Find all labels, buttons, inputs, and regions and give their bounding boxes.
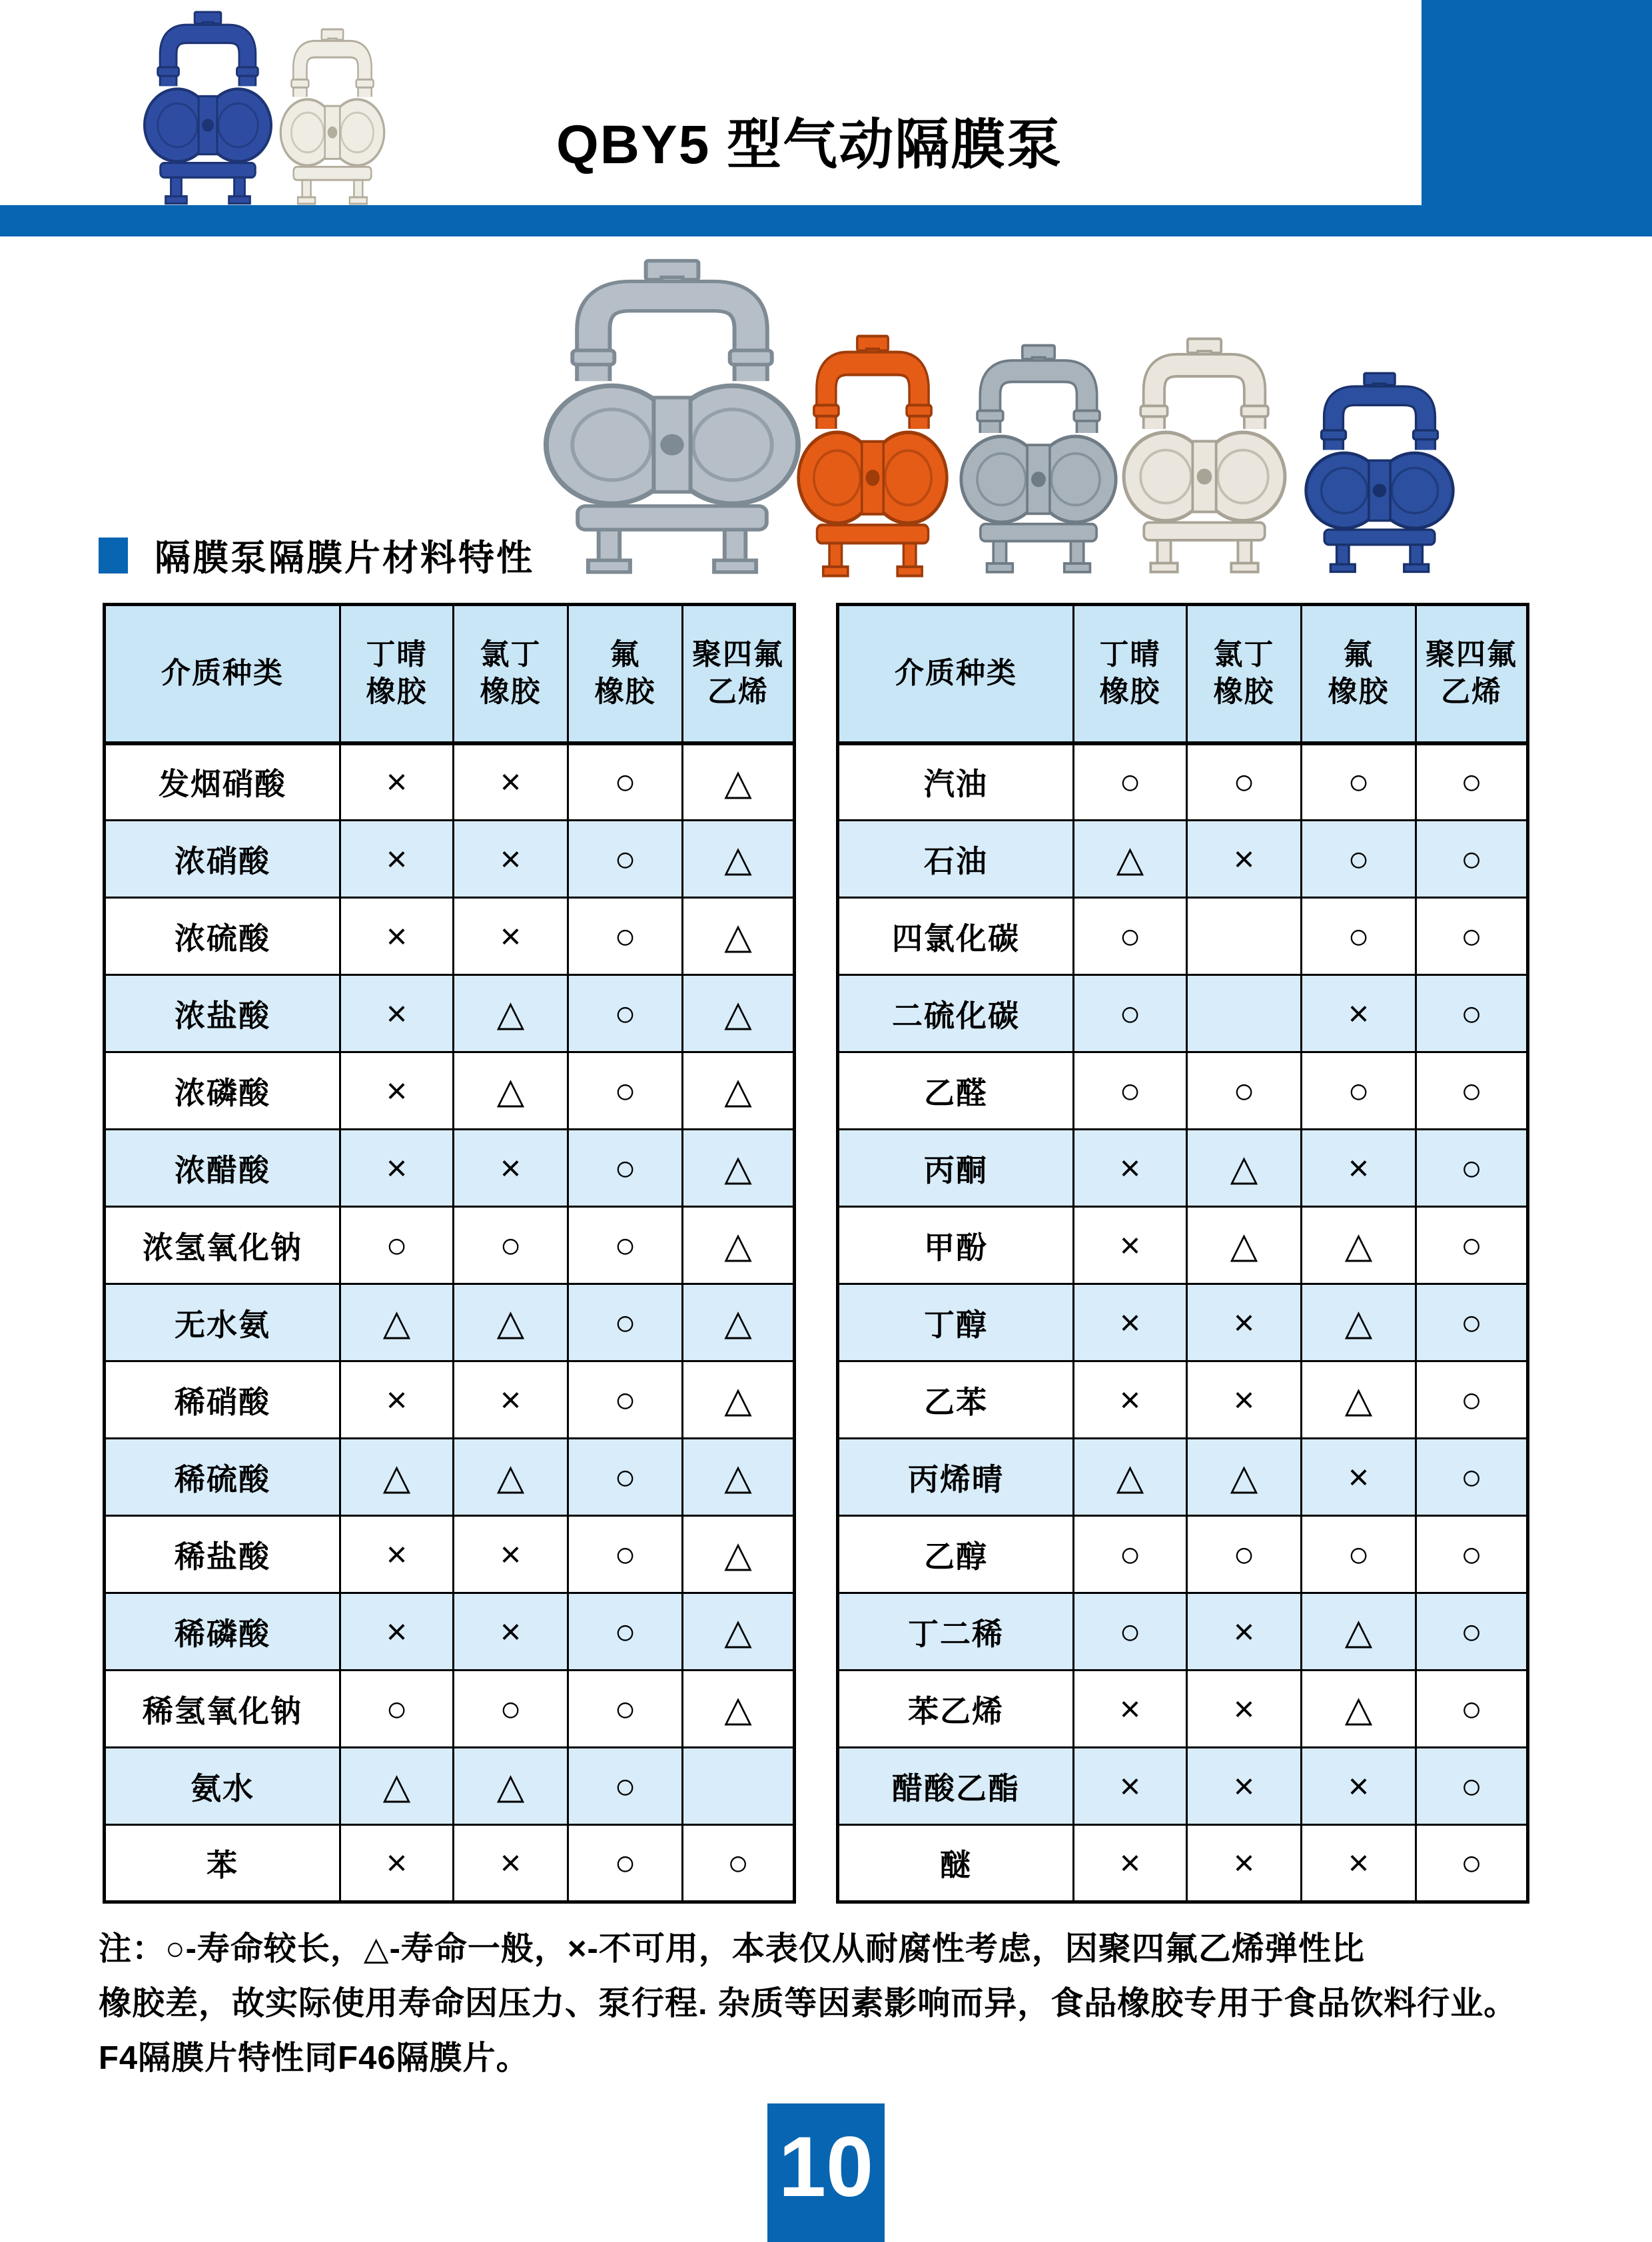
media-name: 浓醋酸 — [105, 1130, 340, 1207]
media-name: 醚 — [838, 1825, 1074, 1902]
compat-symbol: △ — [1074, 1439, 1187, 1516]
media-name: 丙烯晴 — [838, 1439, 1074, 1516]
compat-symbol: △ — [1187, 1439, 1302, 1516]
product-pump-white-image — [1120, 337, 1288, 575]
logo-pump-blue-icon — [142, 11, 274, 206]
compat-symbol: ○ — [1302, 1052, 1416, 1130]
compat-symbol: ○ — [1416, 1361, 1528, 1439]
compat-symbol: △ — [1187, 1130, 1302, 1207]
compat-symbol: ○ — [1074, 743, 1187, 821]
media-name: 稀盐酸 — [105, 1516, 340, 1593]
compat-symbol: △ — [454, 1439, 568, 1516]
table-row — [105, 1593, 795, 1671]
column-header-material: 丁晴 橡胶 — [1074, 605, 1187, 743]
compat-symbol: △ — [683, 743, 795, 821]
table-row — [838, 1130, 1528, 1207]
compat-symbol: × — [1302, 975, 1416, 1052]
compat-symbol: ○ — [568, 1130, 683, 1207]
compat-symbol: ○ — [454, 1207, 568, 1284]
section-heading — [99, 530, 534, 581]
compat-symbol: × — [454, 1361, 568, 1439]
media-name: 石油 — [838, 821, 1074, 898]
compat-symbol: ○ — [1416, 1593, 1528, 1671]
table-row — [105, 1207, 795, 1284]
compat-symbol: △ — [340, 1284, 454, 1361]
compat-symbol: × — [340, 1516, 454, 1593]
compat-symbol: △ — [683, 1593, 795, 1671]
compat-symbol: ○ — [1416, 975, 1528, 1052]
table-row — [105, 1671, 795, 1748]
compat-symbol: ○ — [1416, 743, 1528, 821]
compat-symbol: △ — [1074, 821, 1187, 898]
compat-symbol: × — [1074, 1284, 1187, 1361]
compat-symbol: × — [1187, 1748, 1302, 1825]
compat-symbol: △ — [683, 1284, 795, 1361]
compat-symbol: ○ — [568, 1052, 683, 1130]
compat-symbol: ○ — [1302, 898, 1416, 975]
compat-symbol: ○ — [454, 1671, 568, 1748]
media-name: 浓硫酸 — [105, 898, 340, 975]
compat-symbol: ○ — [1416, 1284, 1528, 1361]
compat-symbol: × — [1074, 1207, 1187, 1284]
media-name: 氨水 — [105, 1748, 340, 1825]
product-pump-orange-image — [795, 334, 950, 579]
header-accent-band — [0, 205, 1652, 236]
compat-symbol: ○ — [1416, 1671, 1528, 1748]
logo-pump-white-icon — [278, 28, 386, 206]
compat-symbol: ○ — [1416, 1130, 1528, 1207]
compat-symbol: ○ — [1187, 1516, 1302, 1593]
column-header-media-type: 介质种类 — [838, 605, 1074, 743]
table-header-row — [838, 605, 1528, 743]
compat-symbol: × — [1074, 1825, 1187, 1902]
product-pump-steel-image — [958, 344, 1119, 575]
column-header-material: 氟 橡胶 — [1302, 605, 1416, 743]
media-name: 四氯化碳 — [838, 898, 1074, 975]
page-number: 10 — [778, 2119, 874, 2215]
compat-symbol: × — [340, 1361, 454, 1439]
compat-symbol: ○ — [1416, 1516, 1528, 1593]
compat-symbol: ○ — [1302, 821, 1416, 898]
media-name: 丁二稀 — [838, 1593, 1074, 1671]
compat-symbol: △ — [683, 1439, 795, 1516]
compat-symbol: △ — [340, 1748, 454, 1825]
compat-symbol: × — [340, 1825, 454, 1902]
compat-symbol: ○ — [568, 1361, 683, 1439]
footnote — [99, 1930, 1577, 2094]
media-name: 浓氢氧化钠 — [105, 1207, 340, 1284]
compat-symbol: ○ — [683, 1825, 795, 1902]
compat-symbol: ○ — [1416, 898, 1528, 975]
compat-symbol: × — [1302, 1439, 1416, 1516]
compat-symbol: △ — [683, 1361, 795, 1439]
compat-symbol: × — [340, 975, 454, 1052]
compat-symbol: ○ — [1416, 1207, 1528, 1284]
compat-symbol: ○ — [568, 1284, 683, 1361]
media-name: 稀磷酸 — [105, 1593, 340, 1671]
compat-symbol — [683, 1748, 795, 1825]
table-row — [105, 1361, 795, 1439]
table-row — [838, 1748, 1528, 1825]
compat-symbol — [1187, 898, 1302, 975]
column-header-material: 丁晴 橡胶 — [340, 605, 454, 743]
compat-symbol: × — [340, 1052, 454, 1130]
compat-symbol: × — [1074, 1130, 1187, 1207]
compat-symbol: ○ — [568, 1207, 683, 1284]
compat-symbol: △ — [683, 975, 795, 1052]
compat-symbol: ○ — [340, 1207, 454, 1284]
table-row — [105, 898, 795, 975]
table-row — [838, 1825, 1528, 1902]
media-name: 醋酸乙酯 — [838, 1748, 1074, 1825]
table-row — [838, 743, 1528, 821]
compat-symbol: × — [340, 1130, 454, 1207]
compat-symbol: × — [340, 821, 454, 898]
compat-symbol: ○ — [1416, 1439, 1528, 1516]
table-header-row — [105, 605, 795, 743]
compat-symbol: × — [1074, 1748, 1187, 1825]
table-row — [838, 898, 1528, 975]
media-name: 乙醛 — [838, 1052, 1074, 1130]
compat-symbol: △ — [340, 1439, 454, 1516]
compat-symbol: △ — [683, 1207, 795, 1284]
compat-symbol: ○ — [1187, 743, 1302, 821]
page-number-box — [767, 2103, 885, 2242]
compat-symbol: × — [340, 743, 454, 821]
product-pump-blue-image — [1303, 372, 1456, 575]
table-row — [838, 1439, 1528, 1516]
compat-symbol — [1187, 975, 1302, 1052]
compat-symbol: △ — [683, 898, 795, 975]
column-header-material: 聚四氟 乙烯 — [1416, 605, 1528, 743]
column-header-material: 聚四氟 乙烯 — [683, 605, 795, 743]
table-row — [838, 1361, 1528, 1439]
material-table-left — [103, 603, 796, 1904]
compat-symbol: ○ — [1302, 743, 1416, 821]
product-pump-aluminum-image — [541, 258, 803, 577]
compat-symbol: △ — [683, 1516, 795, 1593]
compat-symbol: △ — [683, 821, 795, 898]
table-row — [838, 1207, 1528, 1284]
compat-symbol: △ — [683, 1671, 795, 1748]
media-name: 发烟硝酸 — [105, 743, 340, 821]
table-row — [105, 743, 795, 821]
compat-symbol: ○ — [1416, 1052, 1528, 1130]
footnote-line: 橡胶差，故实际使用寿命因压力、泵行程. 杂质等因素影响而异，食品橡胶专用于食品饮料行业。 — [99, 1986, 1517, 2022]
column-header-material: 氟 橡胶 — [568, 605, 683, 743]
media-name: 甲酚 — [838, 1207, 1074, 1284]
media-name: 丁醇 — [838, 1284, 1074, 1361]
compat-symbol: △ — [454, 1748, 568, 1825]
footnote-line: F4隔膜片特性同F46隔膜片。 — [99, 2040, 530, 2076]
compat-symbol: × — [454, 898, 568, 975]
compat-symbol: ○ — [568, 743, 683, 821]
material-table-right — [836, 603, 1529, 1904]
compat-symbol: × — [1187, 1671, 1302, 1748]
compat-symbol: △ — [1302, 1671, 1416, 1748]
compat-symbol: × — [1187, 1361, 1302, 1439]
compat-symbol: ○ — [340, 1671, 454, 1748]
compat-symbol: ○ — [1074, 1593, 1187, 1671]
compat-symbol: ○ — [568, 898, 683, 975]
compat-symbol: × — [1187, 1593, 1302, 1671]
compat-symbol: × — [454, 1516, 568, 1593]
compat-symbol: ○ — [1416, 1748, 1528, 1825]
compat-symbol: ○ — [1074, 898, 1187, 975]
media-name: 乙醇 — [838, 1516, 1074, 1593]
compat-symbol: ○ — [1416, 821, 1528, 898]
compat-symbol: ○ — [568, 1671, 683, 1748]
compat-symbol: △ — [683, 1130, 795, 1207]
table-row — [105, 1439, 795, 1516]
compat-symbol: △ — [454, 975, 568, 1052]
compat-symbol: ○ — [568, 1516, 683, 1593]
table-row — [838, 975, 1528, 1052]
compat-symbol: △ — [683, 1052, 795, 1130]
media-name: 无水氨 — [105, 1284, 340, 1361]
compat-symbol: ○ — [568, 1439, 683, 1516]
table-row — [105, 1130, 795, 1207]
compat-symbol: △ — [1187, 1207, 1302, 1284]
compat-symbol: △ — [1302, 1361, 1416, 1439]
compat-symbol: ○ — [1074, 1516, 1187, 1593]
compat-symbol: ○ — [568, 821, 683, 898]
media-name: 稀硫酸 — [105, 1439, 340, 1516]
media-name: 乙苯 — [838, 1361, 1074, 1439]
page-title: QBY5 型气动隔膜泵 — [556, 115, 1063, 175]
compat-symbol: × — [1187, 1284, 1302, 1361]
table-row — [105, 1284, 795, 1361]
media-name: 苯乙烯 — [838, 1671, 1074, 1748]
column-header-material: 氯丁 橡胶 — [1187, 605, 1302, 743]
compat-symbol: × — [340, 1593, 454, 1671]
compat-symbol: △ — [1302, 1593, 1416, 1671]
media-name: 丙酮 — [838, 1130, 1074, 1207]
compat-symbol: ○ — [568, 975, 683, 1052]
table-row — [838, 1593, 1528, 1671]
compat-symbol: ○ — [568, 1593, 683, 1671]
compat-symbol: △ — [1302, 1207, 1416, 1284]
table-row — [105, 821, 795, 898]
table-row — [838, 1516, 1528, 1593]
media-name: 苯 — [105, 1825, 340, 1902]
media-name: 汽油 — [838, 743, 1074, 821]
compat-symbol: × — [454, 1130, 568, 1207]
compat-symbol: ○ — [1416, 1825, 1528, 1902]
table-row — [105, 1748, 795, 1825]
compat-symbol: ○ — [1187, 1052, 1302, 1130]
table-row — [105, 1516, 795, 1593]
compat-symbol: × — [340, 898, 454, 975]
compat-symbol: × — [1187, 1825, 1302, 1902]
compat-symbol: ○ — [1074, 975, 1187, 1052]
compat-symbol: × — [1074, 1671, 1187, 1748]
compat-symbol: × — [1302, 1748, 1416, 1825]
footnote-line: 注：○-寿命较长，△-寿命一般，×-不可用，本表仅从耐腐性考虑，因聚四氟乙烯弹性比 — [99, 1931, 1365, 1967]
compat-symbol: × — [1302, 1825, 1416, 1902]
table-row — [838, 1052, 1528, 1130]
compat-symbol: × — [1187, 821, 1302, 898]
corner-accent-block — [1422, 0, 1652, 206]
column-header-material: 氯丁 橡胶 — [454, 605, 568, 743]
compat-symbol: △ — [1302, 1284, 1416, 1361]
compat-symbol: × — [454, 1825, 568, 1902]
compat-symbol: ○ — [1074, 1052, 1187, 1130]
table-row — [838, 1284, 1528, 1361]
table-row — [105, 1052, 795, 1130]
compat-symbol: ○ — [568, 1825, 683, 1902]
media-name: 浓硝酸 — [105, 821, 340, 898]
section-title: 隔膜泵隔膜片材料特性 — [155, 538, 534, 578]
compat-symbol: ○ — [568, 1748, 683, 1825]
compat-symbol: ○ — [1302, 1516, 1416, 1593]
table-row — [105, 975, 795, 1052]
compat-symbol: × — [454, 821, 568, 898]
compat-symbol: × — [454, 1593, 568, 1671]
media-name: 二硫化碳 — [838, 975, 1074, 1052]
media-name: 浓磷酸 — [105, 1052, 340, 1130]
table-row — [838, 821, 1528, 898]
table-row — [838, 1671, 1528, 1748]
compat-symbol: × — [1302, 1130, 1416, 1207]
media-name: 稀氢氧化钠 — [105, 1671, 340, 1748]
compat-symbol: × — [454, 743, 568, 821]
compat-symbol: × — [1074, 1361, 1187, 1439]
media-name: 稀硝酸 — [105, 1361, 340, 1439]
column-header-media-type: 介质种类 — [105, 605, 340, 743]
media-name: 浓盐酸 — [105, 975, 340, 1052]
compat-symbol: △ — [454, 1052, 568, 1130]
section-bullet-square-icon — [99, 538, 128, 573]
table-row — [105, 1825, 795, 1902]
compat-symbol: △ — [454, 1284, 568, 1361]
